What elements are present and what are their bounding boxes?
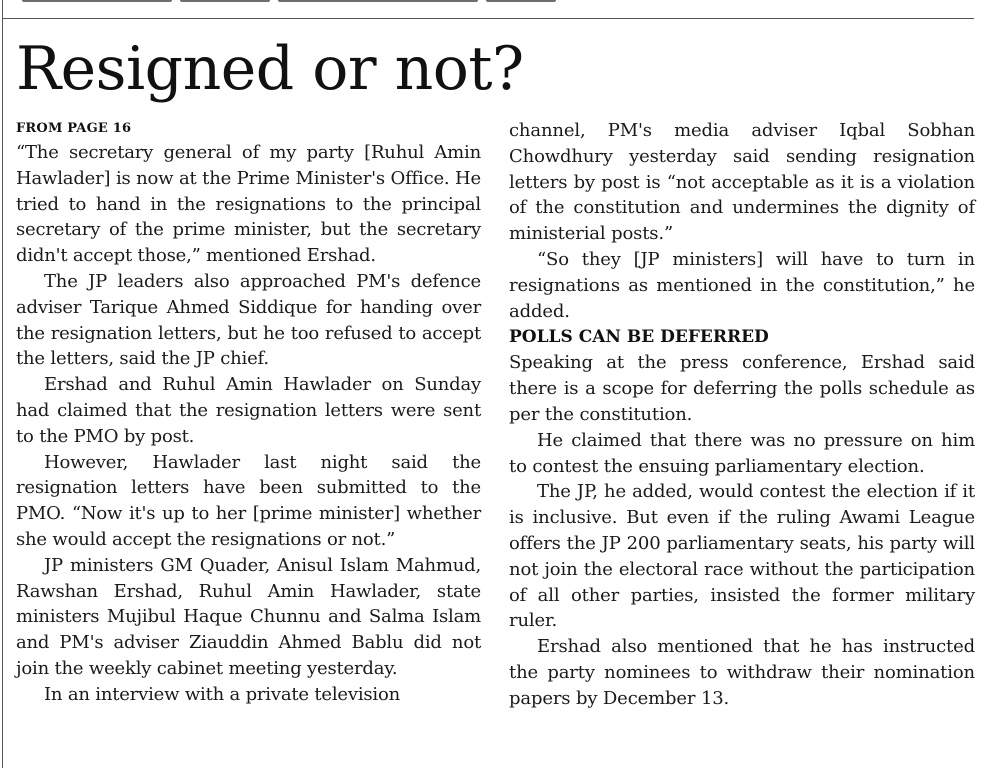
paragraph: Ershad and Ruhul Amin Hawlader on Sunday had claimed that the resignation letters were sent to the PMO by post. — [16, 374, 481, 447]
headline: Resigned or not? — [16, 34, 524, 104]
paragraph: However, Hawlader last night said the resignation letters have been submitted to the PMO. “Now it's up to her [prime minister] whether she would accept the resignations or not.” — [16, 451, 481, 550]
paragraph: Speaking at the press conference, Ershad said there is a scope for deferring the polls schedule as per the constitution. — [509, 352, 975, 425]
paragraph: “The secretary general of my party [Ruhul Amin Hawlader] is now at the Prime Minister's Office. He tried to hand in the resignations to the principal secretary of the prime minister, but the secretary didn't accept those,” mentioned Ershad. — [16, 142, 481, 267]
paragraph: Ershad also mentioned that he has instructed the party nominees to withdraw their nomination papers by December 13. — [509, 636, 975, 709]
subheading: POLLS CAN BE DEFERRED — [509, 327, 769, 348]
paragraph: “So they [JP ministers] will have to turn in resignations as mentioned in the constitution,” he added. — [509, 248, 975, 322]
section-rule-top — [2, 18, 974, 19]
continuation-kicker: FROM PAGE 16 — [16, 121, 132, 136]
paragraph: The JP leaders also approached PM's defence adviser Tarique Ahmed Siddique for handing over the resignation letters, but he too refused to accept the letters, said the JP chief. — [16, 270, 481, 370]
paragraph: He claimed that there was no pressure on him to contest the ensuing parliamentary election. — [509, 429, 975, 477]
right-column — [509, 118, 975, 712]
paragraph: channel, PM's media adviser Iqbal Sobhan Chowdhury yesterday said sending resignation letters by post is “not acceptable as it is a violation of the constitution and undermines the dignity of ministerial posts.” — [509, 120, 975, 245]
column-rule-left — [2, 0, 3, 768]
cropped-previous-text — [0, 0, 986, 8]
paragraph: The JP, he added, would contest the election if it is inclusive. But even if the ruling Awami League offers the JP 200 parliamentary seats, his party will not join the electoral race without the participation of all other parties, insisted the former military ruler. — [509, 481, 975, 632]
left-column — [16, 118, 481, 708]
paragraph: In an interview with a private television — [44, 683, 401, 705]
paragraph: JP ministers GM Quader, Anisul Islam Mahmud, Rawshan Ershad, Ruhul Amin Hawlader, state ministers Mujibul Haque Chunnu and Salma Islam and PM's adviser Ziauddin Ahmed Bablu did not join the weekly cabinet meeting yesterday. — [16, 554, 481, 679]
